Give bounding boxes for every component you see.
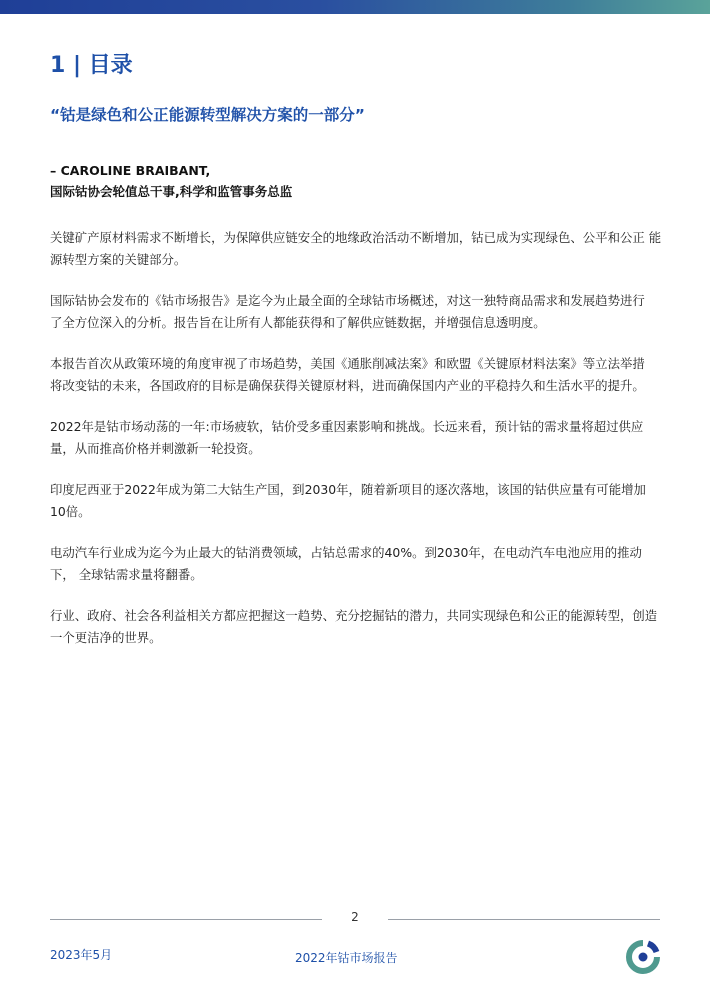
paragraph: 行业、政府、社会各利益相关方都应把握这一趋势、充分挖掘钴的潜力，共同实现绿色和公正的能源转型，创造一个更洁净的世界。 — [50, 608, 658, 645]
paragraph: 关键矿产原材料需求不断增长，为保障供应链安全的地缘政治活动不断增加，钴已成为实现绿色、公平和公正 能源转型方案的关键部分。 — [50, 230, 662, 267]
paragraph: 印度尼西亚于2022年成为第二大钴生产国，到2030年，随着新项目的逐次落地，该国的钴供应量有可能增加 10倍。 — [50, 482, 646, 519]
paragraph: 本报告首次从政策环境的角度审视了市场趋势，美国《通胀削减法案》和欧盟《关键原材料法案》等立法举措 将改变钴的未来，各国政府的目标是确保获得关键原材料，进而确保国内产业的平稳持久和生活水平的提升。 — [50, 356, 658, 393]
footer-divider-right — [388, 919, 660, 920]
footer-divider-left — [50, 919, 322, 920]
page-number: 2 — [351, 910, 359, 924]
paragraph: 国际钴协会发布的《钴市场报告》是迄今为止最全面的全球钴市场概述，对这一独特商品需求和发展趋势进行 了全方位深入的分析。报告旨在让所有人都能获得和了解供应链数据，并增强信息透明度。 — [50, 293, 658, 330]
footer-date: 2023年5月 — [50, 948, 113, 962]
footer-report-title: 2022年钴市场报告 — [295, 951, 398, 965]
paragraph: 2022年是钴市场动荡的一年:市场疲软，钴价受多重因素影响和挑战。长远来看，预计钴的需求量将超过供应量，从而推高价格并刺激新一轮投资。 — [50, 419, 644, 456]
cobalt-institute-logo-icon — [624, 938, 662, 976]
pull-quote: “钴是绿色和公正能源转型解决方案的一部分” — [50, 106, 365, 124]
author-role: 国际钴协会轮值总干事,科学和监管事务总监 — [50, 184, 293, 199]
body-text — [50, 227, 662, 668]
page-title: 1 | 目录 — [50, 53, 133, 78]
quote-attribution — [50, 160, 292, 202]
author-name: – CAROLINE BRAIBANT, — [50, 163, 211, 178]
header-gradient-bar — [0, 0, 710, 14]
paragraph: 电动汽车行业成为迄今为止最大的钴消费领域，占钴总需求的40%。到2030年，在电动汽车电池应用的推动下， 全球钴需求量将翻番。 — [50, 545, 642, 582]
